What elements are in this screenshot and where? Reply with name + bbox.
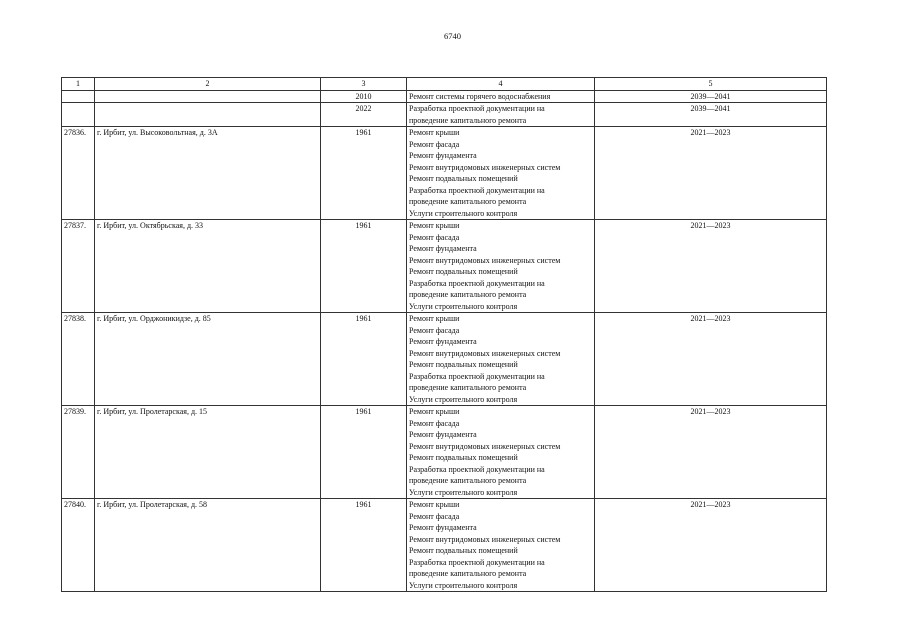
- works-cell: [407, 406, 595, 499]
- period-cell: 2021—2023: [595, 499, 827, 592]
- table-row: [62, 499, 827, 592]
- work-item: Ремонт внутридомовых инженерных систем: [409, 534, 561, 544]
- period-cell: 2021—2023: [595, 127, 827, 220]
- year-cell: 1961: [321, 406, 407, 499]
- work-item: Ремонт подвальных помещений: [409, 174, 518, 183]
- work-item: Ремонт подвальных помещений: [409, 546, 518, 555]
- period-cell: 2021—2023: [595, 220, 827, 313]
- work-item: Услуги строительного контроля: [409, 301, 518, 311]
- works-cell: [407, 499, 595, 592]
- row-number-cell: 27839.: [62, 406, 95, 499]
- work-item: Ремонт крыши: [409, 314, 460, 323]
- work-item: Ремонт фасада: [409, 511, 460, 521]
- work-item: Ремонт фундамента: [409, 337, 477, 346]
- work-item: Разработка проектной документации на: [409, 464, 545, 474]
- work-item: Ремонт фундамента: [409, 151, 477, 160]
- address-cell: [95, 103, 321, 127]
- page-number: 6740: [444, 31, 461, 41]
- work-item: Ремонт подвальных помещений: [409, 267, 518, 276]
- work-item: Ремонт внутридомовых инженерных систем: [409, 441, 561, 451]
- work-item: Разработка проектной документации на: [409, 185, 545, 195]
- works-cell: [407, 103, 595, 127]
- work-item: Ремонт фундамента: [409, 523, 477, 532]
- header-col-3: 3: [321, 78, 407, 91]
- address-cell: г. Ирбит, ул. Орджоникидзе, д. 85: [95, 313, 321, 406]
- work-item: Ремонт системы горячего водоснабжения: [409, 91, 551, 101]
- period-cell: 2039—2041: [595, 103, 827, 127]
- header-col-5: 5: [595, 78, 827, 91]
- works-cell: [407, 127, 595, 220]
- work-item: Услуги строительного контроля: [409, 394, 518, 404]
- work-item: Ремонт подвальных помещений: [409, 360, 518, 369]
- row-number-cell: [62, 90, 95, 103]
- work-item: Ремонт фасада: [409, 418, 460, 428]
- row-number-cell: 27836.: [62, 127, 95, 220]
- table-row: [62, 220, 827, 313]
- continuation-row: [62, 103, 827, 127]
- repair-schedule-table: [61, 77, 827, 592]
- year-cell: 2022: [321, 103, 407, 127]
- work-item: Услуги строительного контроля: [409, 208, 518, 218]
- work-item: Ремонт фундамента: [409, 430, 477, 439]
- year-cell: 1961: [321, 499, 407, 592]
- header-col-2: 2: [95, 78, 321, 91]
- year-cell: 1961: [321, 220, 407, 313]
- work-item: Разработка проектной документации на: [409, 278, 545, 288]
- work-item: Ремонт фундамента: [409, 244, 477, 253]
- period-cell: 2021—2023: [595, 313, 827, 406]
- work-item: Услуги строительного контроля: [409, 487, 518, 497]
- work-item: проведение капитального ремонта: [409, 197, 527, 206]
- year-cell: 1961: [321, 313, 407, 406]
- work-item: Ремонт подвальных помещений: [409, 453, 518, 462]
- year-cell: 2010: [321, 90, 407, 103]
- period-cell: 2021—2023: [595, 406, 827, 499]
- work-item: проведение капитального ремонта: [409, 290, 527, 299]
- work-item: Ремонт фасада: [409, 325, 460, 335]
- work-item: Ремонт крыши: [409, 221, 460, 230]
- works-cell: [407, 313, 595, 406]
- works-cell: [407, 220, 595, 313]
- work-item: Услуги строительного контроля: [409, 580, 518, 590]
- header-row: [62, 78, 827, 91]
- work-item: проведение капитального ремонта: [409, 476, 527, 485]
- table-row: [62, 406, 827, 499]
- work-item: Ремонт крыши: [409, 407, 460, 416]
- table-row: [62, 127, 827, 220]
- work-item: Ремонт фасада: [409, 139, 460, 149]
- row-number-cell: 27840.: [62, 499, 95, 592]
- work-item: Разработка проектной документации на: [409, 371, 545, 381]
- address-cell: г. Ирбит, ул. Октябрьская, д. 33: [95, 220, 321, 313]
- work-item: Ремонт фасада: [409, 232, 460, 242]
- work-item: Ремонт внутридомовых инженерных систем: [409, 348, 561, 358]
- continuation-row: [62, 90, 827, 103]
- work-item: проведение капитального ремонта: [409, 569, 527, 578]
- address-cell: г. Ирбит, ул. Пролетарская, д. 58: [95, 499, 321, 592]
- period-cell: 2039—2041: [595, 90, 827, 103]
- work-item: Ремонт внутридомовых инженерных систем: [409, 255, 561, 265]
- address-cell: г. Ирбит, ул. Высоковольтная, д. 3А: [95, 127, 321, 220]
- address-cell: [95, 90, 321, 103]
- address-cell: г. Ирбит, ул. Пролетарская, д. 15: [95, 406, 321, 499]
- work-item: проведение капитального ремонта: [409, 383, 527, 392]
- row-number-cell: 27837.: [62, 220, 95, 313]
- year-cell: 1961: [321, 127, 407, 220]
- work-item: Ремонт крыши: [409, 128, 460, 137]
- works-cell: [407, 90, 595, 103]
- header-col-1: 1: [62, 78, 95, 91]
- row-number-cell: [62, 103, 95, 127]
- work-item: Ремонт крыши: [409, 500, 460, 509]
- header-col-4: 4: [407, 78, 595, 91]
- work-item: Разработка проектной документации на: [409, 557, 545, 567]
- work-item: Разработка проектной документации на: [409, 104, 545, 113]
- work-item: проведение капитального ремонта: [409, 115, 527, 125]
- table-row: [62, 313, 827, 406]
- row-number-cell: 27838.: [62, 313, 95, 406]
- work-item: Ремонт внутридомовых инженерных систем: [409, 162, 561, 172]
